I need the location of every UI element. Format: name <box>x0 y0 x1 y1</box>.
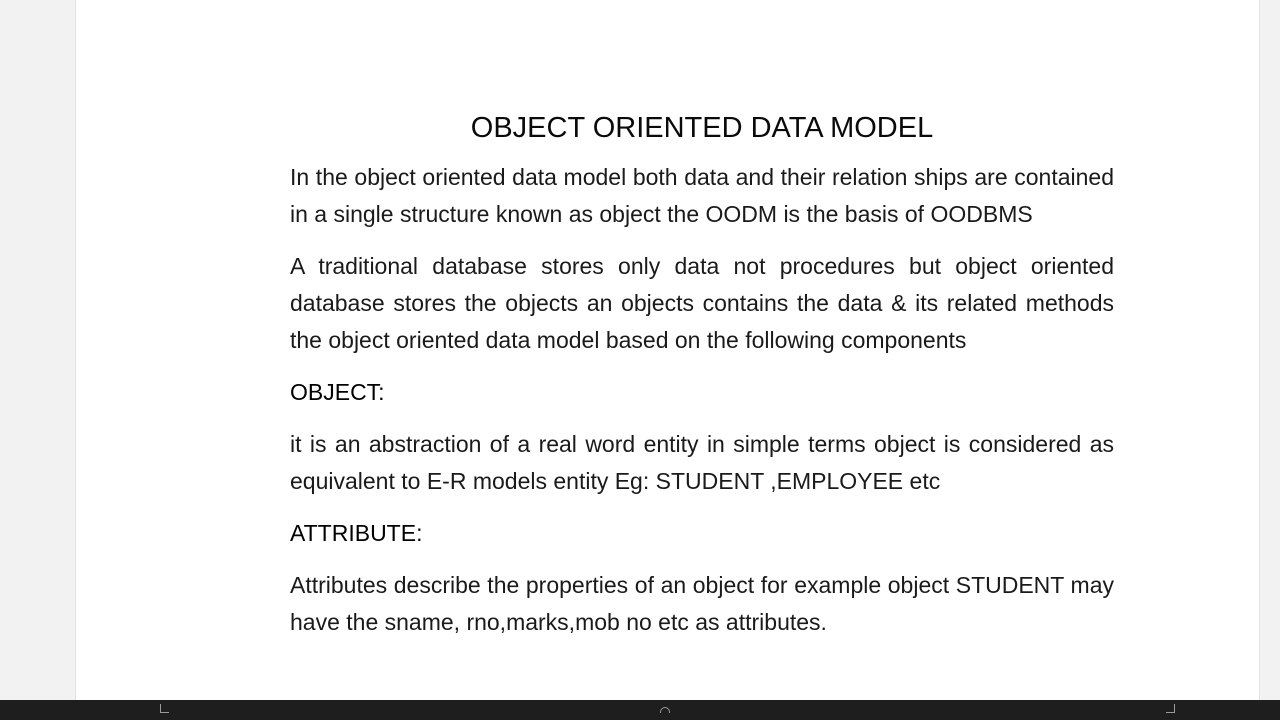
intro-paragraph: In the object oriented data model both data and their relation ships are contained in a single structure known as object the OODM is the basis of OODBMS <box>290 164 1114 227</box>
minimize-icon[interactable] <box>160 704 169 713</box>
document-page <box>75 0 1260 700</box>
object-paragraph: it is an abstraction of a real word entity in simple terms object is considered as equivalent to E-R models entity Eg: STUDENT ,EMPLOYEE etc <box>290 431 1114 494</box>
document-content <box>290 112 1114 656</box>
fullscreen-icon[interactable] <box>1166 704 1175 713</box>
components-paragraph: A traditional database stores only data not procedures but object oriented database stores the objects an objects contains the data & its related methods the object oriented data model based on the following components <box>290 253 1114 353</box>
object-heading: OBJECT: <box>290 379 385 405</box>
attribute-heading: ATTRIBUTE: <box>290 520 423 546</box>
player-control-bar <box>0 700 1280 720</box>
menu-icon[interactable] <box>660 707 670 713</box>
page-title: OBJECT ORIENTED DATA MODEL <box>470 112 934 144</box>
attribute-paragraph: Attributes describe the properties of an object for example object STUDENT may have the sname, rno,marks,mob no etc as attributes. <box>290 572 1114 635</box>
